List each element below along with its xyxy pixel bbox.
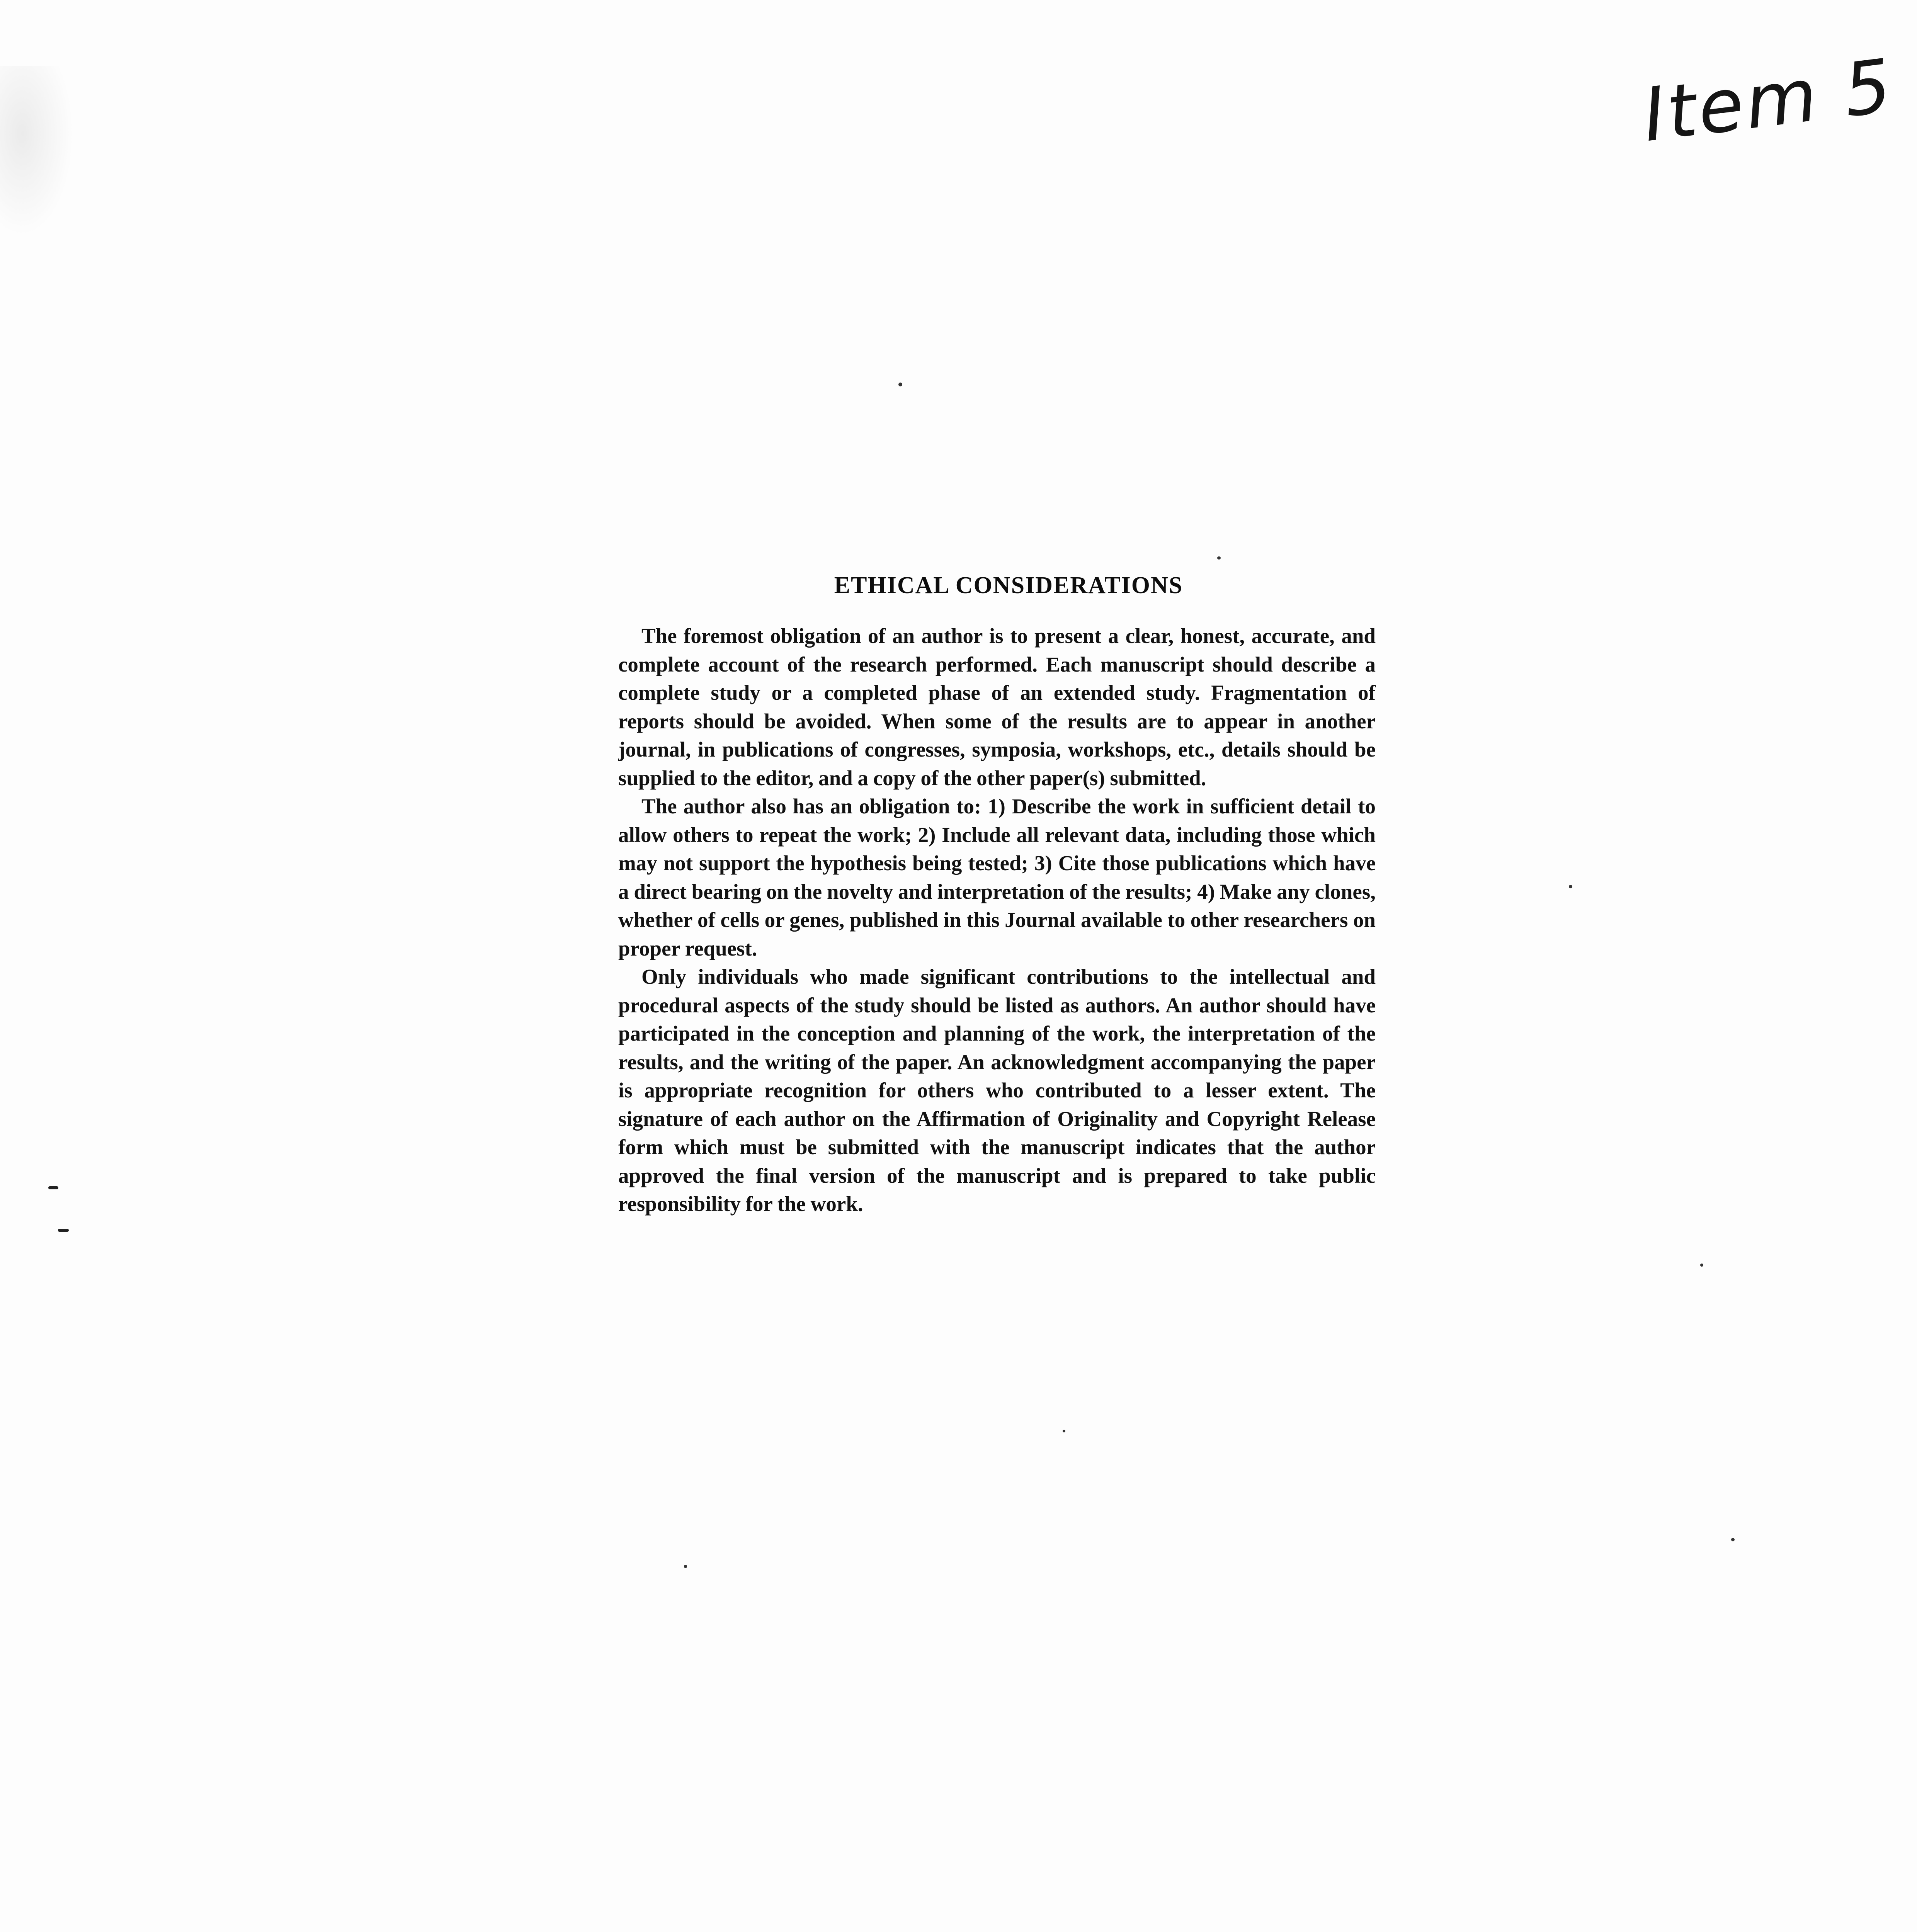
scan-speck: [1063, 1430, 1065, 1432]
paragraph-obligation: The foremost obligation of an author is to present a clear, honest, accurate, and complete account of the research performed. Each manuscript should describe a complete study or a completed phase of an extended study. Fragmentation of reports should be avoided. When some of the results are to appear in another journal, in publications of congresses, symposia, workshops, etc., details should be supplied to the editor, and a copy of the other paper(s) submitted.: [618, 624, 1376, 790]
scan-speck: [1700, 1264, 1703, 1267]
paragraph-author-duties: The author also has an obligation to: 1) Describe the work in sufficient detail to allow others to repeat the work; 2) Include all relevant data, including those which may not support the hypothesis being tested; 3) Cite those publications which have a direct bearing on the novelty and interpretation of the results; 4) Make any clones, whether of cells or genes, published in this Journal available to other researchers on proper request.: [618, 794, 1376, 960]
ethical-considerations-section: [618, 572, 1376, 1218]
scan-mark: [48, 1186, 58, 1189]
handwritten-item-note: Item 5: [1638, 43, 1898, 158]
scan-speck: [1217, 556, 1221, 560]
scan-speck: [1569, 885, 1572, 888]
section-title: ETHICAL CONSIDERATIONS: [834, 572, 1183, 599]
scan-speck: [684, 1565, 687, 1568]
paragraph-authorship: Only individuals who made significant contributions to the intellectual and procedural aspects of the study should be listed as authors. An author should have participated in the conception and planning of the work, the interpretation of the results, and the writing of the paper. An acknowledgment accompanying the paper is appropriate recognition for others who contributed to a lesser extent. The signature of each author on the Affirmation of Originality and Copyright Release form which must be submitted with the manuscript indicates that the author approved the final version of the manuscript and is prepared to take public responsibility for the work.: [618, 965, 1376, 1216]
scan-mark: [58, 1229, 69, 1232]
scan-smudge: [0, 66, 73, 236]
scan-speck: [1731, 1538, 1735, 1541]
scan-speck: [898, 383, 902, 386]
